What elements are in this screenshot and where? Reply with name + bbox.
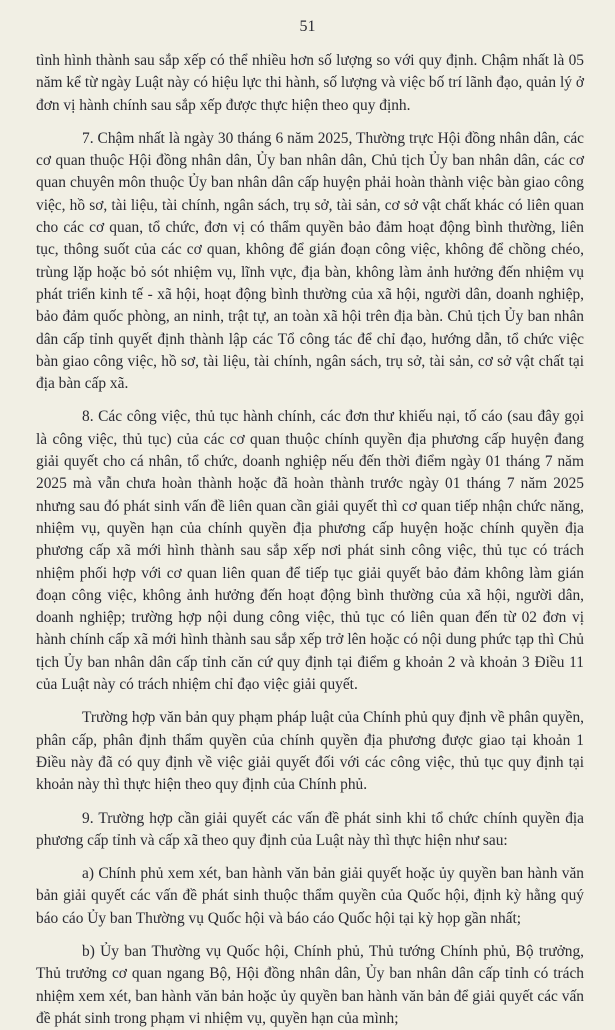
paragraph-clause-8: 8. Các công việc, thủ tục hành chính, các đơn thư khiếu nại, tố cáo (sau đây gọi là công việc, thủ tục) của các cơ quan thuộc chính quyền địa phương cấp huyện đang giải quyết cho cá nhân, tổ chức, doanh nghiệp nếu đến thời điểm ngày 01 tháng 7 năm 2025 mà vẫn chưa hoàn thành hoặc đã hoàn thành trước ngày 01 tháng 7 năm 2025 nhưng sau đó phát sinh vấn đề liên quan cần giải quyết thì cơ quan tiếp nhận chức năng, nhiệm vụ, quyền hạn của chính quyền địa phương cấp huyện hoặc chính quyền địa phương cấp xã mới hình thành sau sắp xếp nơi phát sinh công việc, thủ tục có trách nhiệm phối hợp với cơ quan liên quan để tiếp tục giải quyết bảo đảm không làm gián đoạn công việc, không ảnh hưởng đến hoạt động bình thường của xã hội, người dân, doanh nghiệp; trường hợp nội dung công việc, thủ tục có liên quan đến từ 02 đơn vị hành chính cấp xã mới hình thành sau sắp xếp trở lên hoặc có nội dung phức tạp thì Chủ tịch Ủy ban nhân dân cấp tỉnh căn cứ quy định tại điểm g khoản 2 và khoản 3 Điều 11 của Luật này có trách nhiệm chỉ đạo việc giải quyết.	[36, 408, 584, 694]
paragraph-clause-9: 9. Trường hợp cần giải quyết các vấn đề phát sinh khi tổ chức chính quyền địa phương cấp tỉnh và cấp xã theo quy định của Luật này thì thực hiện như sau:	[36, 809, 584, 849]
paragraph-clause-9a: a) Chính phủ xem xét, ban hành văn bản giải quyết hoặc ủy quyền ban hành văn bản giải quyết các vấn đề phát sinh thuộc thẩm quyền của Quốc hội, định kỳ hằng quý báo cáo Ủy ban Thường vụ Quốc hội và báo cáo Quốc hội tại kỳ họp gần nhất;	[36, 865, 584, 927]
paragraph-continuation: tình hình thành sau sắp xếp có thể nhiều hơn số lượng so với quy định. Chậm nhất là 05 năm kể từ ngày Luật này có hiệu lực thi hành, số lượng và việc bố trí lãnh đạo, quản lý ở đơn vị hành chính sau sắp xếp được thực hiện theo quy định.	[36, 52, 584, 114]
paragraph-government-regulation: Trường hợp văn bản quy phạm pháp luật của Chính phủ quy định về phân quyền, phân cấp, phân định thẩm quyền của chính quyền địa phương được giao tại khoản 1 Điều này đã có quy định về việc giải quyết đối với các công việc, thủ tục quy định tại khoản này thì thực hiện theo quy định của Chính phủ.	[36, 709, 584, 794]
document-body	[36, 50, 584, 1030]
paragraph-clause-9b: b) Ủy ban Thường vụ Quốc hội, Chính phủ, Thủ tướng Chính phủ, Bộ trưởng, Thủ trưởng cơ quan ngang Bộ, Hội đồng nhân dân, Ủy ban nhân dân cấp tỉnh có trách nhiệm xem xét, ban hành văn bản hoặc ủy quyền ban hành văn bản để giải quyết các vấn đề phát sinh trong phạm vi nhiệm vụ, quyền hạn của mình;	[36, 942, 584, 1027]
page-number: 51	[299, 18, 316, 35]
paragraph-clause-7: 7. Chậm nhất là ngày 30 tháng 6 năm 2025, Thường trực Hội đồng nhân dân, các cơ quan thuộc Hội đồng nhân dân, Ủy ban nhân dân, Chủ tịch Ủy ban nhân dân, các cơ quan chuyên môn thuộc Ủy ban nhân dân cấp huyện phải hoàn thành việc bàn giao công việc, hồ sơ, tài liệu, tài chính, ngân sách, trụ sở, tài sản, cơ sở vật chất khác có liên quan cho các cơ quan, tổ chức, đơn vị có thẩm quyền bảo đảm hoạt động bình thường, liên tục, thông suốt của các cơ quan, không để gián đoạn công việc, không để chồng chéo, trùng lặp hoặc bỏ sót nhiệm vụ, lĩnh vực, địa bàn, không làm ảnh hưởng đến nhiệm vụ phát triển kinh tế - xã hội, hoạt động bình thường của xã hội, người dân, doanh nghiệp, bảo đảm quốc phòng, an ninh, trật tự, an toàn xã hội trên địa bàn. Chủ tịch Ủy ban nhân dân cấp tỉnh quyết định thành lập các Tổ công tác để chỉ đạo, hướng dẫn, tổ chức việc bàn giao công việc, hồ sơ, tài liệu, tài chính, ngân sách, trụ sở, tài sản, cơ sở vật chất tại địa bàn cấp xã.	[36, 129, 584, 393]
